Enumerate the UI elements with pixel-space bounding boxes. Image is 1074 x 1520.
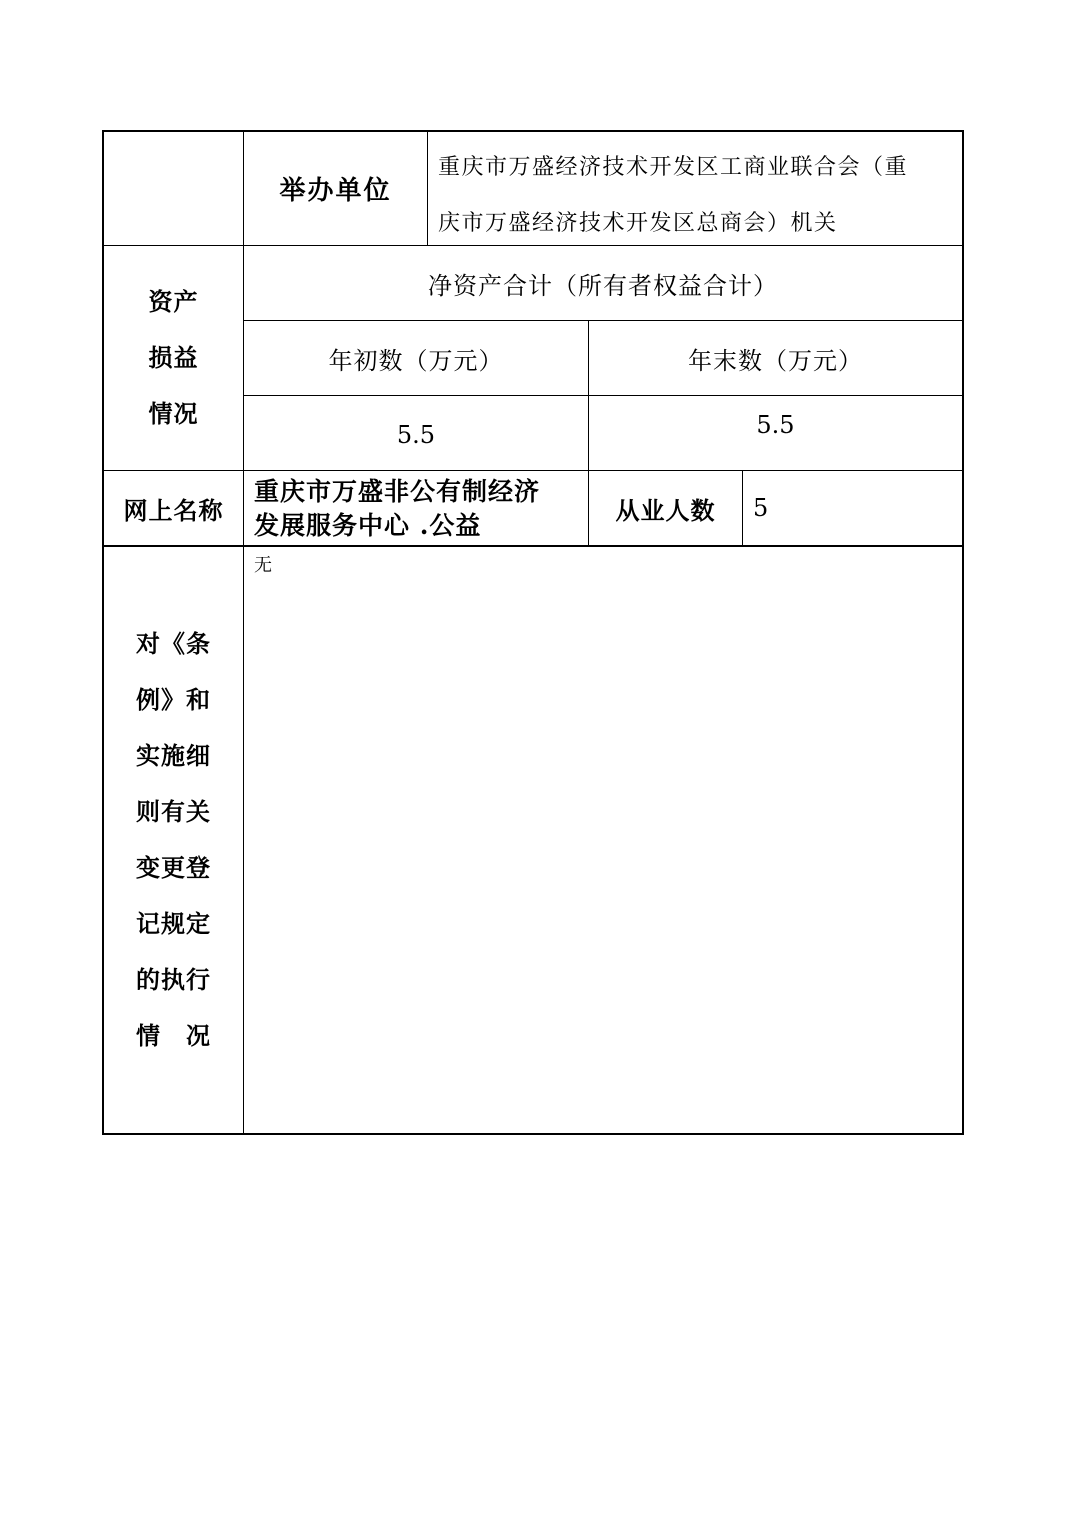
- sponsor-value-line1: 重庆市万盛经济技术开发区工商业联合会（重: [438, 155, 909, 180]
- online-name-line1: 重庆市万盛非公有制经济: [254, 477, 541, 506]
- assets-label: [104, 246, 243, 470]
- regulation-label-line7: 的执行: [136, 965, 211, 994]
- regulation-label-line4: 则有关: [136, 797, 211, 826]
- sponsor-label: 举办单位: [279, 176, 392, 206]
- regulation-label: [104, 547, 243, 1133]
- regulation-label-line6: 记规定: [136, 909, 211, 938]
- regulation-label-line8: 情 况: [136, 1021, 211, 1050]
- regulation-label-line5: 变更登: [136, 853, 211, 882]
- table-border-bottom: [102, 1133, 964, 1135]
- online-name-line2: 发展服务中心 .公益: [254, 511, 482, 540]
- online-name-value: [244, 471, 588, 545]
- assets-label-line3: 情况: [148, 399, 199, 428]
- end-of-year-value: 5.5: [756, 411, 795, 439]
- start-of-year-value: 5.5: [396, 421, 436, 449]
- row-divider-3: [243, 395, 964, 396]
- regulation-label-line3: 实施细: [136, 741, 211, 770]
- staff-count-value: 5: [753, 494, 769, 522]
- regulation-value: 无: [254, 555, 272, 576]
- online-name-label: 网上名称: [123, 495, 224, 525]
- net-assets-header: 净资产合计（所有者权益合计）: [428, 271, 778, 300]
- regulation-label-line1: 对《条: [136, 629, 211, 658]
- staff-count-label: 从业人数: [615, 495, 716, 525]
- start-of-year-label: 年初数（万元）: [328, 346, 504, 375]
- assets-label-line1: 资产: [148, 287, 199, 316]
- end-of-year-label: 年末数（万元）: [688, 346, 863, 375]
- table-border-right: [962, 130, 964, 1135]
- assets-label-line2: 损益: [148, 343, 199, 372]
- sponsor-value-line2: 庆市万盛经济技术开发区总商会）机关: [438, 211, 838, 236]
- sponsor-value: [428, 132, 962, 245]
- regulation-label-line2: 例》和: [136, 685, 211, 714]
